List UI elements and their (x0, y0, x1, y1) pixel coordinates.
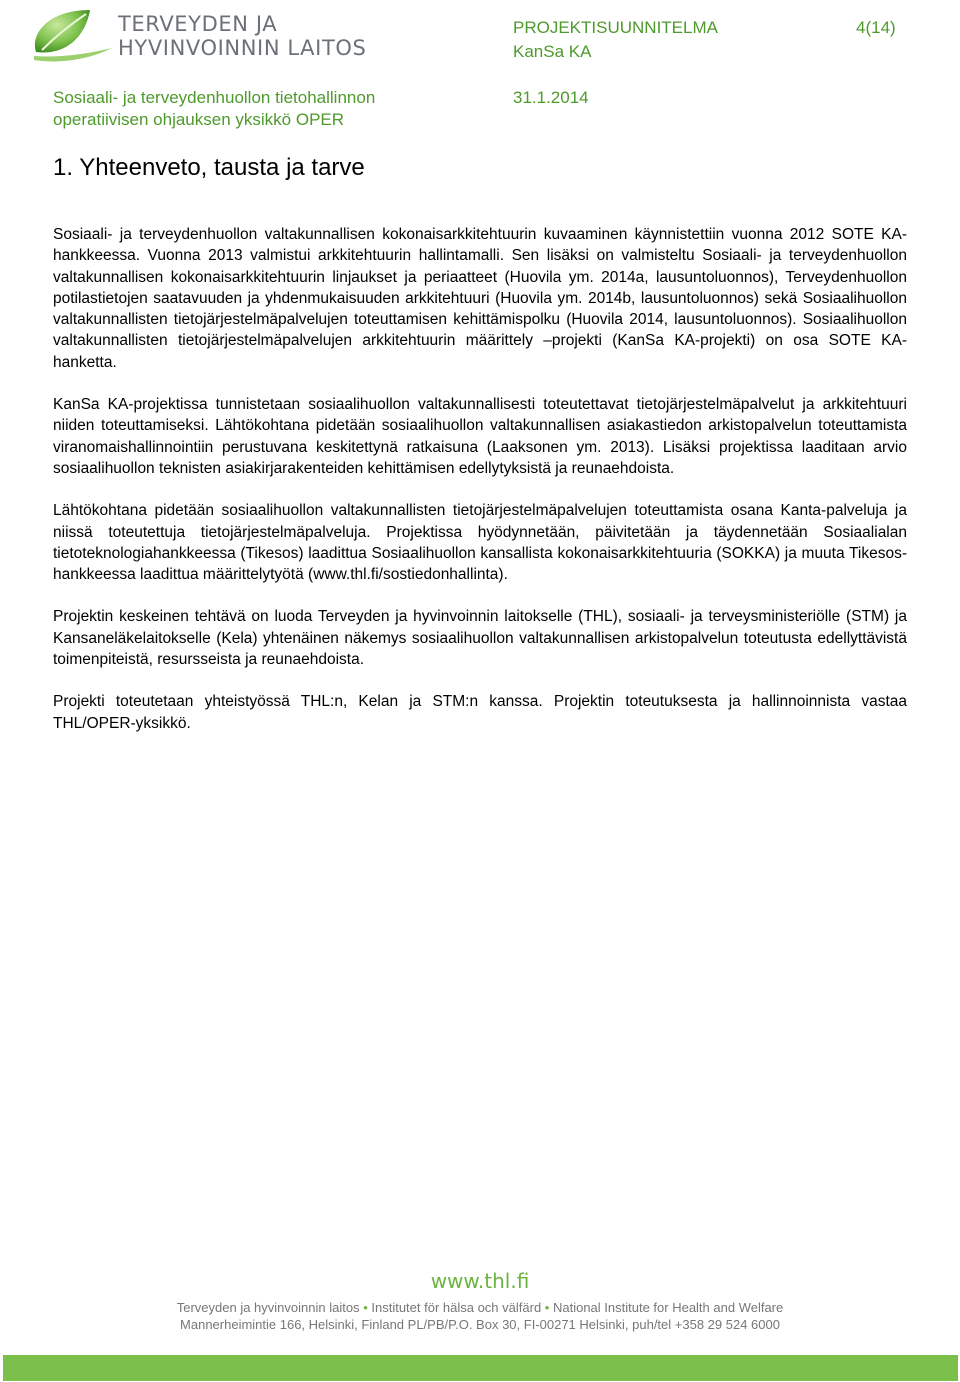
footer-address: Mannerheimintie 166, Helsinki, Finland PL/PB/P.O. Box 30, FI-00271 Helsinki, puh/tel +358 29 524 6000 (180, 1317, 780, 1332)
project-name: KanSa KA (513, 42, 592, 61)
section-body (53, 224, 907, 755)
org-unit-line-1: Sosiaali- ja terveydenhuollon tietohallinnon (53, 88, 376, 107)
footer-institute-names (0, 1300, 960, 1316)
logo-wordmark (118, 12, 366, 60)
document-date: 31.1.2014 (513, 88, 589, 107)
footer-separator: • (544, 1300, 553, 1315)
footer-name-sv: Institutet för hälsa och välfärd (371, 1300, 542, 1315)
footer-name-en: National Institute for Health and Welfare (552, 1300, 784, 1315)
paragraph-2: KanSa KA-projektissa tunnistetaan sosiaalihuollon valtakunnallisesti toteutettavat tietojärjestelmäpalvelut ja arkkitehtuuri niiden toteuttamiseksi. Lähtökohtana pidetään sosiaalihuollon valtakunnallisen asiakastiedon arkistopalvelun toteuttamista viranomaishallinnointiin perustuvana keskitettynä ratkaisuna (Laaksonen ym. 2013). Lisäksi projektissa laaditaan arvio sosiaalihuollon teknisten asiakirjarakenteiden kehittämisen edellytyksistä ja reunaehdoista. (53, 396, 907, 477)
logo-line-1: TERVEYDEN JA (118, 12, 278, 36)
section-heading: 1. Yhteenveto, tausta ja tarve (53, 154, 365, 181)
page-number: 4(14) (856, 18, 896, 37)
paragraph-5: Projekti toteutetaan yhteistyössä THL:n, Kelan ja STM:n kanssa. Projektin toteutuksesta ja hallinnoinnista vastaa THL/OPER-yksikkö. (53, 693, 907, 732)
footer-separator: • (363, 1300, 372, 1315)
document-type: PROJEKTISUUNNITELMA (513, 18, 718, 37)
leaf-logo-icon (28, 4, 118, 64)
paragraph-4: Projektin keskeinen tehtävä on luoda Terveyden ja hyvinvoinnin laitokselle (THL), sosiaali- ja terveysministeriölle (STM) ja Kansaneläkelaitokselle (Kela) yhtenäinen näkemys sosiaalihuollon valtakunnallisen arkistopalvelun toteutusta edellyttävistä toimenpiteistä, resursseista ja reunaehdoista. (53, 608, 907, 669)
footer-name-fi: Terveyden ja hyvinvoinnin laitos (176, 1300, 360, 1315)
footer-green-bar (3, 1355, 958, 1381)
logo-line-2: HYVINVOINNIN LAITOS (118, 36, 367, 60)
paragraph-1: Sosiaali- ja terveydenhuollon valtakunnallisen kokonaisarkkitehtuurin kuvaaminen käynnistettiin vuonna 2012 SOTE KA-hankkeessa. Vuonna 2013 valmistui arkkitehtuurin hallintamalli. Sen lisäksi on valmisteltu Sosiaali- ja terveydenhuollon valtakunnallisen kokonaisarkkitehtuurin linjaukset ja periaatteet (Huovila ym. 2014a, lausuntoluonnos), Terveydenhuollon potilastietojen saatavuuden ja yhdenmukaisuuden arkkitehtuuri (Huovila ym. 2014b, lausuntoluonnos) sekä Sosiaalihuollon valtakunnallisten tietojärjestelmäpalvelujen toteuttamisen kehittämispolku (Huovila 2014, lausuntoluonnos). Sosiaalihuollon valtakunnallisten tietojärjestelmäpalvelujen arkkitehtuurin määrittely –projekti (KanSa KA-projekti) on osa SOTE KA-hanketta. (53, 226, 907, 371)
org-unit-line-2: operatiivisen ohjauksen yksikkö OPER (53, 110, 345, 129)
paragraph-3: Lähtökohtana pidetään sosiaalihuollon valtakunnallisten tietojärjestelmäpalvelujen toteuttamista osana Kanta-palveluja ja niissä toteutettuja tietojärjestelmäpalveluja. Projektissa hyödynnetään, päivitetään ja täydennetään Sosiaalialan tietoteknologiahankkeessa (Tikesos) laadittua Sosiaalihuollon kansallista kokonaisarkkitehtuuria (SOKKA) ja muuta Tikesos-hankkeessa laadittua määrittelytyötä (www.thl.fi/sostiedonhallinta). (53, 502, 907, 584)
footer-url[interactable]: www.thl.fi (430, 1269, 530, 1293)
